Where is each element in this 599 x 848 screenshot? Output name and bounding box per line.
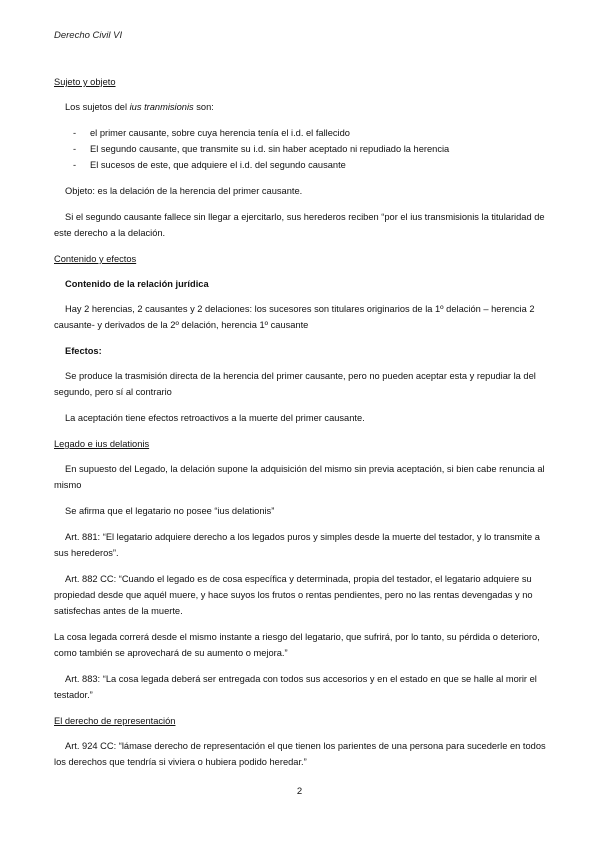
paragraph-legado: En supuesto del Legado, la delación supone la adquisición del mismo sin previa aceptación, si bien cabe renuncia al mismo: [54, 464, 545, 490]
list-item: - el primer causante, sobre cuya herencia tenía el i.d. el fallecido: [54, 125, 554, 141]
section-heading-legado: Legado e ius delationis: [54, 439, 150, 449]
paragraph-art-883: Art. 883: “La cosa legada deberá ser entregada con todos sus accesorios y en el estado en que se halle al morir el testador.”: [54, 674, 537, 700]
paragraph-aceptacion: La aceptación tiene efectos retroactivos a la muerte del primer causante.: [65, 413, 365, 423]
page-content: [54, 74, 554, 780]
page-number: 2: [296, 786, 303, 797]
list-item: - El sucesos de este, que adquiere el i.d. del segundo causante: [54, 157, 554, 173]
list-item: - El segundo causante, que transmite su i.d. sin haber aceptado ni repudiado la herencia: [54, 141, 554, 157]
subheading-efectos: Efectos:: [65, 346, 102, 356]
running-header: Derecho Civil VI: [54, 30, 123, 41]
paragraph-art-881: Art. 881: “El legatario adquiere derecho a los legados puros y simples desde la muerte del testador, y lo transmite a sus herederos”.: [54, 532, 540, 558]
paragraph-art-882: Art. 882 CC: “Cuando el legado es de cosa específica y determinada, propia del testador, el legatario adquiere su propiedad desde que aquél muere, y hace suyos los frutos o rentas pendientes, pero no las rentas devengadas y no satisfechas antes de la muerte.: [54, 574, 533, 616]
subjects-intro-italic: ius tranmisionis: [129, 102, 194, 112]
section-heading-contenido-efectos: Contenido y efectos: [54, 254, 137, 264]
subjects-list: [54, 125, 554, 173]
subheading-contenido: Contenido de la relación jurídica: [65, 279, 209, 289]
paragraph-segundo-causante: Si el segundo causante fallece sin llegar a ejercitarlo, sus herederos reciben “por el ius transmisionis la titularidad de este derecho a la delación.: [54, 212, 545, 238]
subjects-intro: [54, 99, 554, 115]
paragraph-art-924: Art. 924 CC: “lámase derecho de representación el que tienen los parientes de una persona para sucederle en todos los derechos que tendría si viviera o hubiera podido heredar.”: [54, 741, 546, 767]
paragraph-legatario: Se afirma que el legatario no posee “ius delationis”: [65, 506, 275, 516]
paragraph-cosa-legada: La cosa legada correrá desde el mismo instante a riesgo del legatario, que sufrirá, por lo tanto, su pérdida o deterioro, como también se aprovechará de su aumento o mejora.”: [54, 632, 540, 658]
section-heading-representacion: El derecho de representación: [54, 716, 176, 726]
paragraph-herencias: Hay 2 herencias, 2 causantes y 2 delaciones: los sucesores son titulares originarios de la 1º delación – herencia 2 causante- y derivados de la 2º delación, herencia 1º causante: [54, 304, 535, 330]
paragraph-trasmision: Se produce la trasmisión directa de la herencia del primer causante, pero no pueden aceptar esta y repudiar la del segundo, pero sí al contrario: [54, 371, 536, 397]
subjects-intro-post: son:: [193, 102, 214, 112]
subjects-intro-pre: Los sujetos del: [65, 102, 130, 112]
section-heading-sujeto-objeto: Sujeto y objeto: [54, 77, 116, 87]
paragraph-objeto: Objeto: es la delación de la herencia del primer causante.: [65, 186, 303, 196]
